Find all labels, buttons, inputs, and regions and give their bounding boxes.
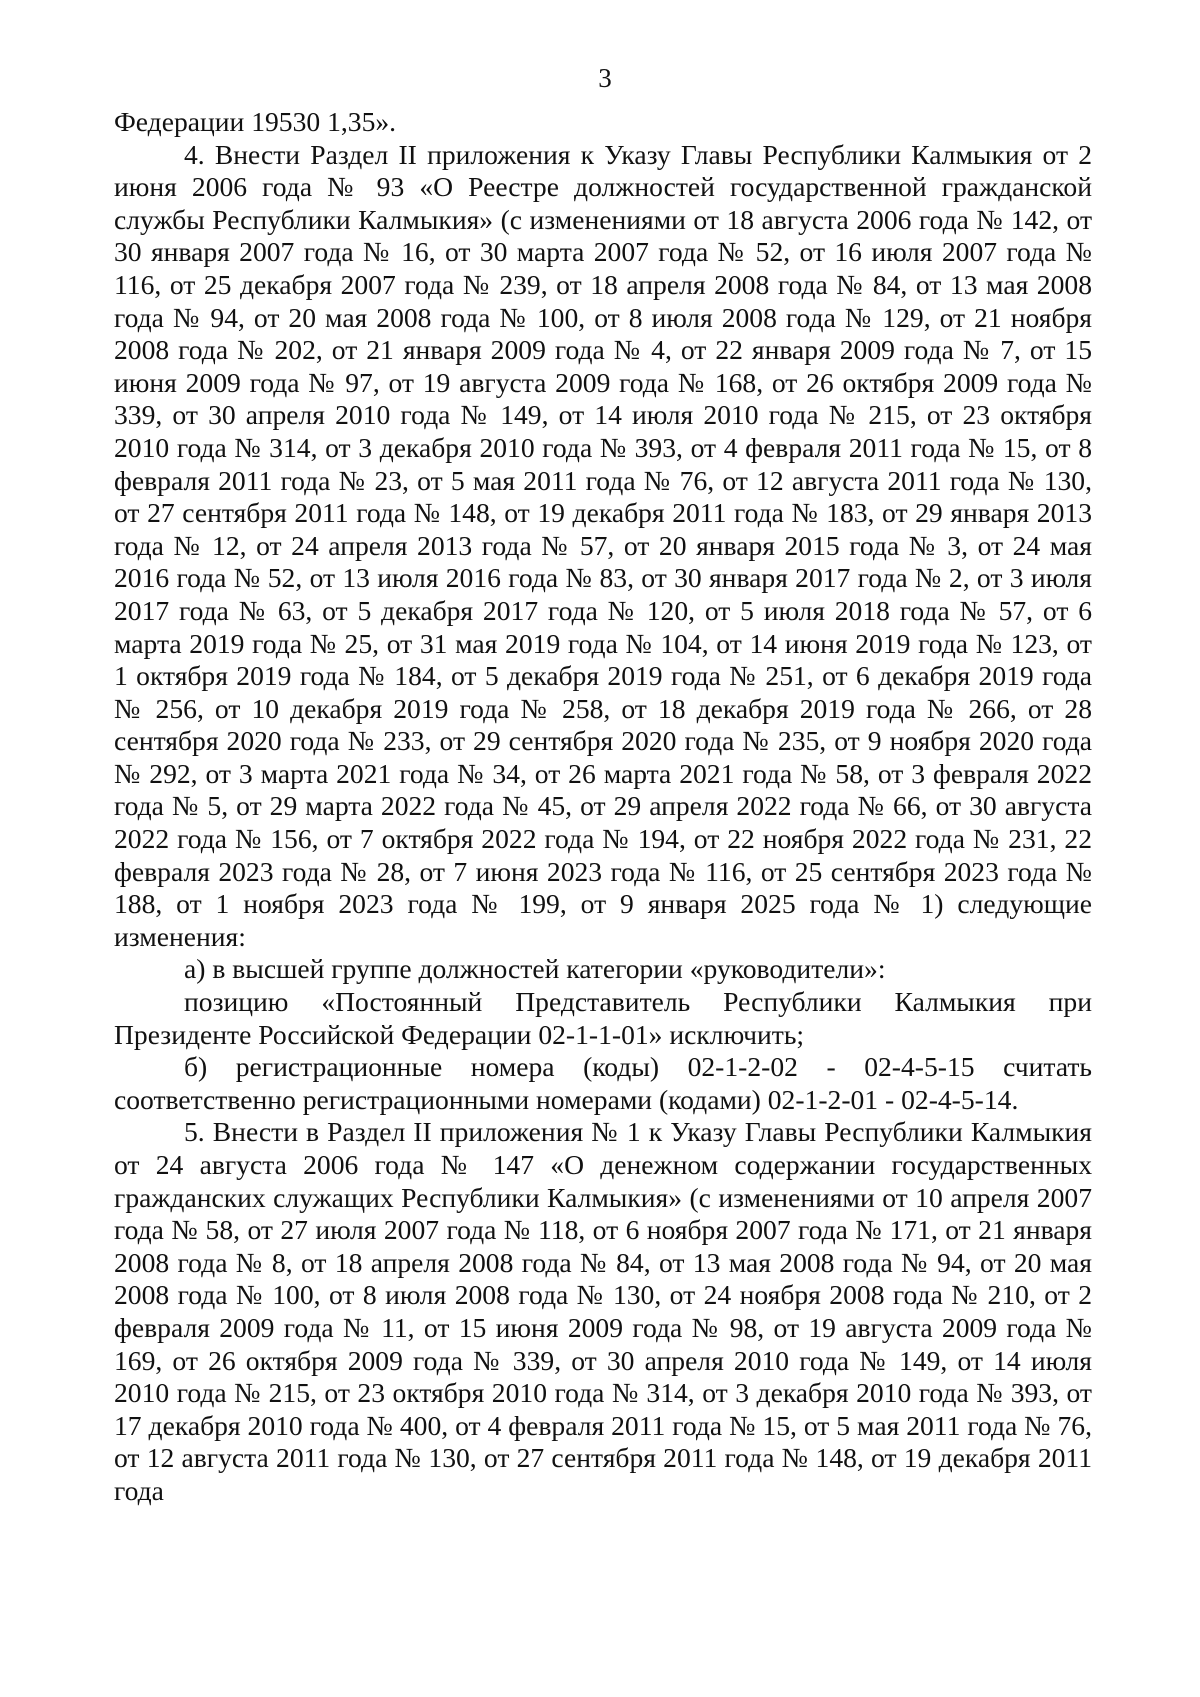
paragraph-position-exclusion: позицию «Постоянный Представитель Республики Калмыкия при Президенте Российской Федерации 02-1-1-01» исключить; — [114, 986, 1092, 1050]
paragraph-subitem-a: а) в высшей группе должностей категории «руководители»: — [184, 953, 886, 985]
paragraph-subitem-b: б) регистрационные номера (коды) 02-1-2-02 - 02-4-5-15 считать соответственно регистрационными номерами (кодами) 02-1-2-01 - 02-4-5-14. — [114, 1051, 1092, 1115]
page-number: 3 — [598, 63, 612, 93]
paragraph-item-5: 5. Внести в Раздел II приложения № 1 к Указу Главы Республики Калмыкия от 24 августа 2006 года № 147 «О денежном содержании государственных гражданских служащих Республики Калмыкия» (с изменениями от 10 апреля 2007 года № 58, от 27 июля 2007 года № 118, от 6 ноября 2007 года № 171, от 21 января 2008 года № 8, от 18 апреля 2008 года № 84, от 13 мая 2008 года № 94, от 20 мая 2008 года № 100, от 8 июля 2008 года № 130, от 24 ноября 2008 года № 210, от 2 февраля 2009 года № 11, от 15 июня 2009 года № 98, от 19 августа 2009 года № 169, от 26 октября 2009 года № 339, от 30 апреля 2010 года № 149, от 14 июля 2010 года № 215, от 23 октября 2010 года № 314, от 3 декабря 2010 года № 393, от 17 декабря 2010 года № 400, от 4 февраля 2011 года № 15, от 5 мая 2011 года № 76, от 12 августа 2011 года № 130, от 27 сентября 2011 года № 148, от 19 декабря 2011 года — [114, 1116, 1092, 1506]
document-body — [114, 106, 1092, 1508]
paragraph-item-4: 4. Внести Раздел II приложения к Указу Главы Республики Калмыкия от 2 июня 2006 года № 93 «О Реестре должностей государственной гражданской службы Республики Калмыкия» (с изменениями от 18 августа 2006 года № 142, от 30 января 2007 года № 16, от 30 марта 2007 года № 52, от 16 июля 2007 года № 116, от 25 декабря 2007 года № 239, от 18 апреля 2008 года № 84, от 13 мая 2008 года № 94, от 20 мая 2008 года № 100, от 8 июля 2008 года № 129, от 21 ноября 2008 года № 202, от 21 января 2009 года № 4, от 22 января 2009 года № 7, от 15 июня 2009 года № 97, от 19 августа 2009 года № 168, от 26 октября 2009 года № 339, от 30 апреля 2010 года № 149, от 14 июля 2010 года № 215, от 23 октября 2010 года № 314, от 3 декабря 2010 года № 393, от 4 февраля 2011 года № 15, от 8 февраля 2011 года № 23, от 5 мая 2011 года № 76, от 12 августа 2011 года № 130, от 27 сентября 2011 года № 148, от 19 декабря 2011 года № 183, от 29 января 2013 года № 12, от 24 апреля 2013 года № 57, от 20 января 2015 года № 3, от 24 мая 2016 года № 52, от 13 июля 2016 года № 83, от 30 января 2017 года № 2, от 3 июля 2017 года № 63, от 5 декабря 2017 года № 120, от 5 июля 2018 года № 57, от 6 марта 2019 года № 25, от 31 мая 2019 года № 104, от 14 июня 2019 года № 123, от 1 октября 2019 года № 184, от 5 декабря 2019 года № 251, от 6 декабря 2019 года № 256, от 10 декабря 2019 года № 258, от 18 декабря 2019 года № 266, от 28 сентября 2020 года № 233, от 29 сентября 2020 года № 235, от 9 ноября 2020 года № 292, от 3 марта 2021 года № 34, от 26 марта 2021 года № 58, от 3 февраля 2022 года № 5, от 29 марта 2022 года № 45, от 29 апреля 2022 года № 66, от 30 августа 2022 года № 156, от 7 октября 2022 года № 194, от 22 ноября 2022 года № 231, 22 февраля 2023 года № 28, от 7 июня 2023 года № 116, от 25 сентября 2023 года № 188, от 1 ноября 2023 года № 199, от 9 января 2025 года № 1) следующие изменения: — [114, 138, 1092, 952]
paragraph-continuation: Федерации 19530 1,35». — [114, 106, 397, 137]
